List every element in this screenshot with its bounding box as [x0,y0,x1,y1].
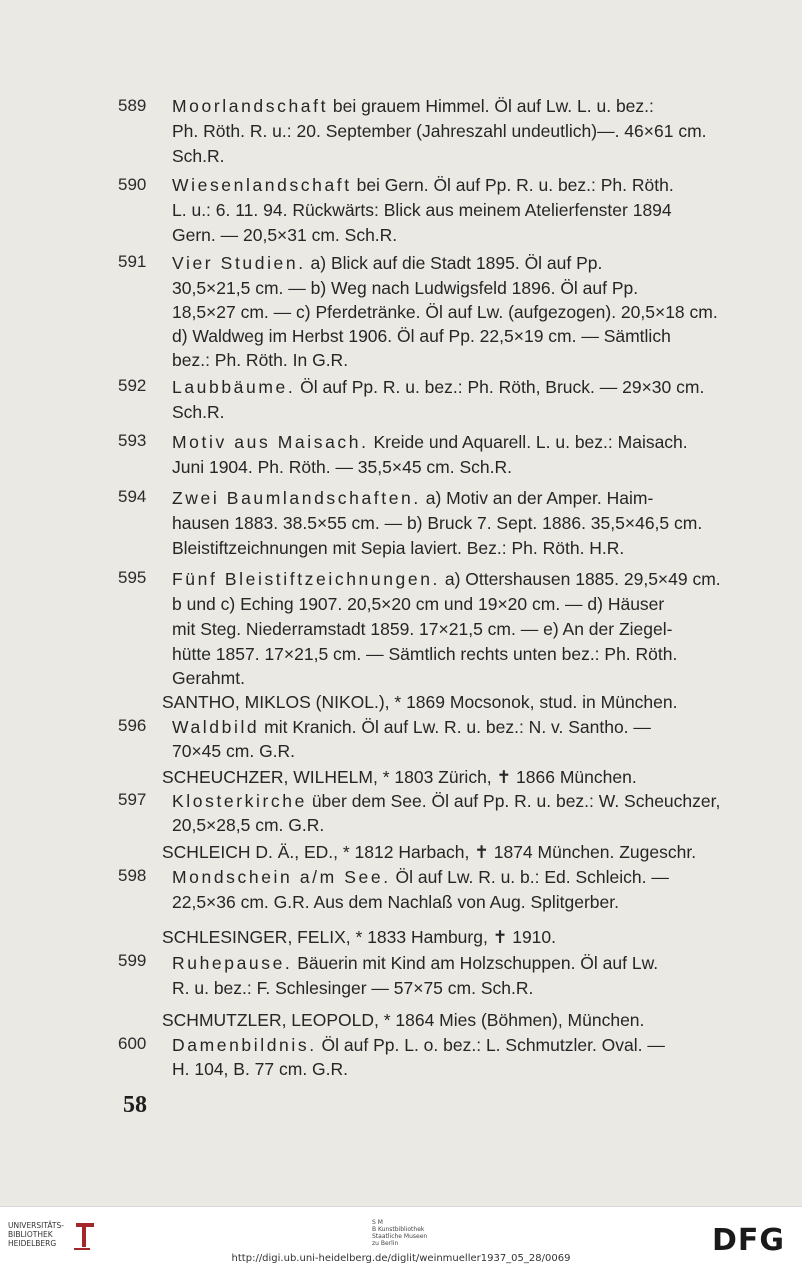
entry-line [172,402,742,423]
entry-text: 18,5×27 cm. — c) Pferdetränke. Öl auf Lw. (aufgezogen). 20,5×18 cm. [172,302,718,322]
entry-text: 30,5×21,5 cm. — b) Weg nach Ludwigsfeld 1896. Öl auf Pp. [172,278,639,298]
entry-text: R. u. bez.: F. Schlesinger — 57×75 cm. Sch.R. [172,978,534,998]
entry-line [172,432,742,453]
entry-line [172,488,742,509]
entry-title: Vier Studien. [172,253,306,273]
entry-line [172,200,742,221]
entry-line [172,978,742,999]
entry-title: Laubbäume. [172,377,296,397]
entry-title: Moorlandschaft [172,96,329,116]
entry-text: Ph. Röth. R. u.: 20. September (Jahreszahl undeutlich)—. 46×61 cm. [172,121,707,141]
entry-text: bez.: Ph. Röth. In G.R. [172,350,349,370]
entry-line [172,326,742,347]
entry-title: Klosterkirche [172,791,307,811]
entry-text: Öl auf Lw. R. u. b.: Ed. Schleich. — [390,867,669,887]
entry-number: 600 [118,1034,147,1053]
entry-number: 598 [118,866,147,885]
library-line: HEIDELBERG [8,1239,57,1248]
entry-line [172,302,742,323]
entry-text: 20,5×28,5 cm. G.R. [172,815,325,835]
entry-number: 595 [118,568,147,587]
entry-line [172,513,742,534]
dfg-logo[interactable]: DFG [712,1223,786,1258]
entry-text: L. u.: 6. 11. 94. Rückwärts: Blick aus meinem Atelierfenster 1894 [172,200,672,220]
entry-line [172,253,742,274]
entry-text: mit Steg. Niederramstadt 1859. 17×21,5 cm. — e) An der Ziegel- [172,619,673,639]
entry-text: hausen 1883. 38.5×55 cm. — b) Bruck 7. Sept. 1886. 35,5×46,5 cm. [172,513,703,533]
entry-line [172,96,742,117]
footer-bar [0,1206,802,1266]
entry-text: Bleistiftzeichnungen mit Sepia laviert. Bez.: Ph. Röth. H.R. [172,538,625,558]
entry-line [172,146,742,167]
entry-number: 591 [118,252,147,271]
entry-text: Juni 1904. Ph. Röth. — 35,5×45 cm. Sch.R. [172,457,512,477]
entry-line [172,377,742,398]
center-line: S M [372,1219,383,1226]
kunstbibliothek-logo [372,1219,427,1247]
entry-text: b und c) Eching 1907. 20,5×20 cm und 19×20 cm. — d) Häuser [172,594,665,614]
entry-text: Kreide und Aquarell. L. u. bez.: Maisach. [368,432,688,452]
entry-number: 590 [118,175,147,194]
entry-text: Sch.R. [172,146,225,166]
entry-title: Damenbildnis. [172,1035,317,1055]
entry-number: 593 [118,431,147,450]
entry-line [172,953,742,974]
entry-text: a) Motiv an der Amper. Haim- [420,488,654,508]
entry-line [172,175,742,196]
center-line: B Kunstbibliothek [372,1226,425,1233]
entry-line [172,278,742,299]
entry-line [172,717,742,738]
artist-heading: SCHMUTZLER, LEOPOLD, * 1864 Mies (Böhmen), München. [162,1010,645,1030]
entry-line [172,815,742,836]
entry-line [172,1035,742,1056]
entry-text: Öl auf Pp. R. u. bez.: Ph. Röth, Bruck. — 29×30 cm. [295,377,705,397]
entry-number: 597 [118,790,147,809]
entry-text: Bäuerin mit Kind am Holzschuppen. Öl auf Lw. [292,953,659,973]
entry-title: Waldbild [172,717,260,737]
entry-line [172,791,742,812]
library-line: UNIVERSITÄTS- [8,1221,64,1230]
entry-title: Fünf Bleistiftzeichnungen. [172,569,440,589]
entry-number: 596 [118,716,147,735]
entry-text: mit Kranich. Öl auf Lw. R. u. bez.: N. v. Santho. — [259,717,651,737]
entry-text: bei Gern. Öl auf Pp. R. u. bez.: Ph. Röth. [351,175,674,195]
university-library-logo-icon[interactable] [72,1219,98,1251]
page-number: 58 [123,1092,147,1118]
entry-line [172,1059,742,1080]
entry-number: 599 [118,951,147,970]
entry-text: über dem See. Öl auf Pp. R. u. bez.: W. Scheuchzer, [306,791,721,811]
entry-text: d) Waldweg im Herbst 1906. Öl auf Pp. 22,5×19 cm. — Sämtlich [172,326,671,346]
entry-text: Gerahmt. [172,668,245,688]
artist-heading: SANTHO, MIKLOS (NIKOL.), * 1869 Mocsonok, stud. in München. [162,692,678,712]
entry-line [172,121,742,142]
entry-text: H. 104, B. 77 cm. G.R. [172,1059,349,1079]
entry-line [172,350,742,371]
entry-text: Öl auf Pp. L. o. bez.: L. Schmutzler. Oval. — [316,1035,665,1055]
entry-line [172,594,742,615]
library-line: BIBLIOTHEK [8,1230,53,1239]
entry-text: a) Blick auf die Stadt 1895. Öl auf Pp. [305,253,603,273]
entry-text: Gern. — 20,5×31 cm. Sch.R. [172,225,398,245]
entry-line [172,457,742,478]
entry-text: a) Ottershausen 1885. 29,5×49 cm. [440,569,721,589]
center-line: Staatliche Museen [372,1233,428,1240]
entry-line [172,538,742,559]
entry-line [172,644,742,665]
artist-heading: SCHLESINGER, FELIX, * 1833 Hamburg, ✝ 1910. [162,927,557,947]
entry-text: hütte 1857. 17×21,5 cm. — Sämtlich rechts unten bez.: Ph. Röth. [172,644,678,664]
artist-heading: SCHLEICH D. Ä., ED., * 1812 Harbach, ✝ 1874 München. Zugeschr. [162,842,697,862]
entry-text: bei grauem Himmel. Öl auf Lw. L. u. bez.: [328,96,654,116]
entry-number: 594 [118,487,147,506]
entry-line [172,225,742,246]
university-library-logo-text[interactable] [8,1221,76,1248]
entry-text: 70×45 cm. G.R. [172,741,296,761]
entry-number: 589 [118,96,147,115]
entry-title: Wiesenlandschaft [172,175,352,195]
center-line: zu Berlin [372,1240,399,1247]
entry-line [172,569,742,590]
entry-line [172,741,742,762]
entry-title: Mondschein a/m See. [172,867,391,887]
entry-line [172,867,742,888]
artist-heading: SCHEUCHZER, WILHELM, * 1803 Zürich, ✝ 1866 München. [162,767,637,787]
entry-text: Sch.R. [172,402,225,422]
entry-line [172,892,742,913]
entry-line [172,619,742,640]
entry-title: Motiv aus Maisach. [172,432,369,452]
entry-title: Zwei Baumlandschaften. [172,488,421,508]
entry-text: 22,5×36 cm. G.R. Aus dem Nachlaß von Aug. Splitgerber. [172,892,619,912]
permalink-url[interactable]: http://digi.ub.uni-heidelberg.de/diglit/weinmueller1937_05_28/0069 [231,1253,571,1264]
entry-line [172,668,742,689]
entry-number: 592 [118,376,147,395]
entry-title: Ruhepause. [172,953,293,973]
